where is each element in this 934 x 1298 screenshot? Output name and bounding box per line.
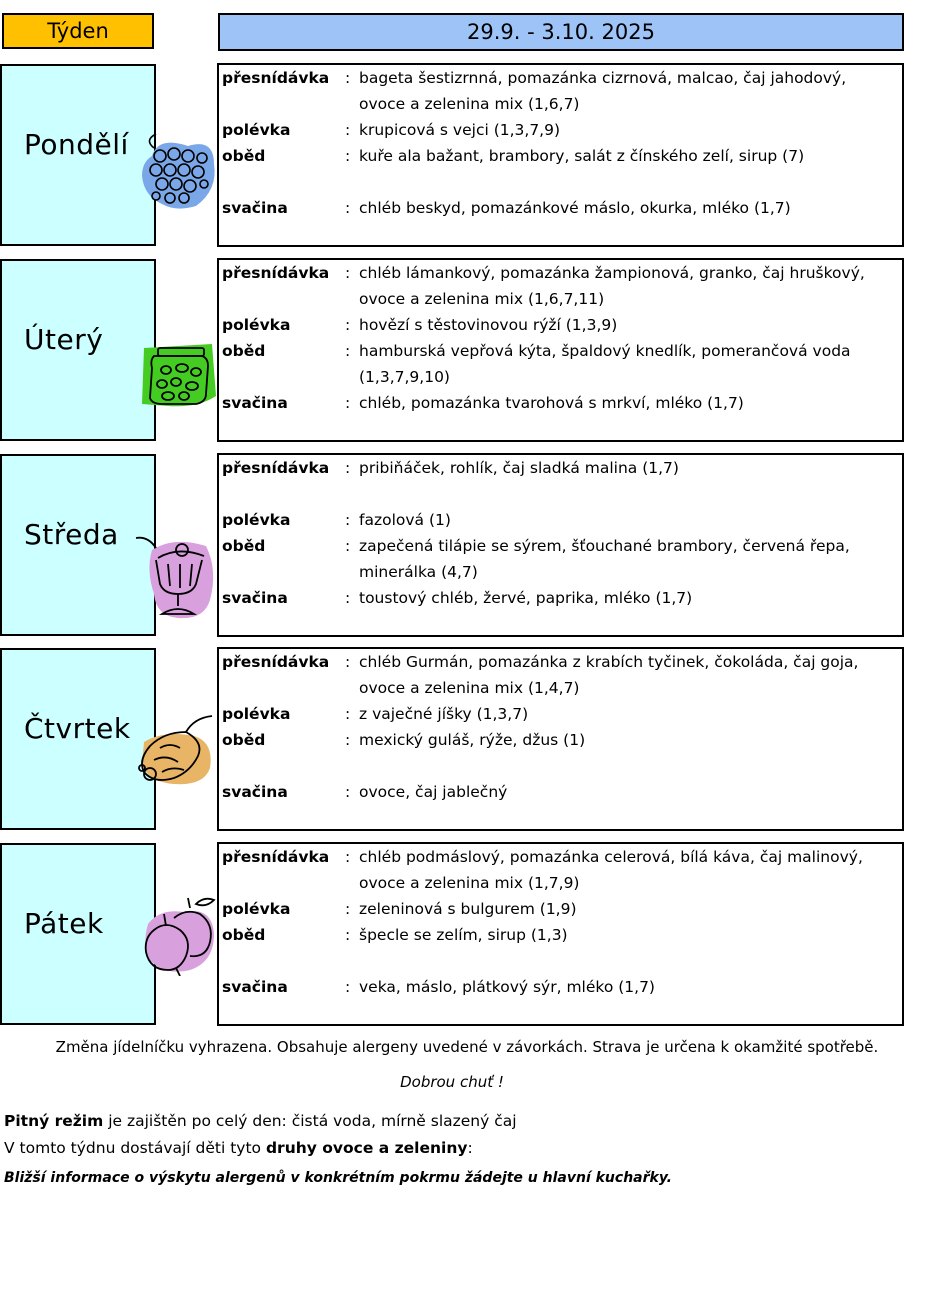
- lunch-line-1: mexický guláš, rýže, džus (1): [359, 731, 586, 749]
- sundae-icon: [134, 530, 218, 622]
- day-box-tuesday: [0, 259, 156, 441]
- label-colon: :: [345, 900, 351, 918]
- week-label: Týden: [2, 13, 154, 49]
- label-colon: :: [345, 511, 351, 529]
- day-name-wednesday: Středa: [24, 518, 119, 551]
- lunch-line-1: kuře ala bažant, brambory, salát z čínského zelí, sirup (7): [359, 147, 805, 165]
- menu-box-thursday: [217, 647, 904, 831]
- footer-allergen-info: Bližší informace o výskytu alergenů v konkrétním pokrmu žádejte u hlavní kuchařky.: [4, 1170, 672, 1186]
- menu-box-friday: [217, 842, 904, 1026]
- label-colon: :: [345, 459, 351, 477]
- snack-value: veka, máslo, plátkový sýr, mléko (1,7): [359, 978, 655, 996]
- lunch-line-1: hamburská vepřová kýta, špaldový knedlík, pomerančová voda: [359, 342, 851, 360]
- label-breakfast: přesnídávka: [222, 653, 330, 671]
- soup-value: z vaječné jíšky (1,3,7): [359, 705, 529, 723]
- label-lunch: oběd: [222, 342, 266, 360]
- label-soup: polévka: [222, 511, 291, 529]
- day-name-tuesday: Úterý: [24, 323, 104, 356]
- snack-value: ovoce, čaj jablečný: [359, 783, 508, 801]
- label-colon: :: [345, 653, 351, 671]
- label-soup: polévka: [222, 900, 291, 918]
- breakfast-line-2: ovoce a zelenina mix (1,6,7): [359, 95, 580, 113]
- day-box-thursday: [0, 648, 156, 830]
- grapes-icon: [136, 126, 218, 212]
- label-lunch: oběd: [222, 537, 266, 555]
- lunch-line-2: (1,3,7,9,10): [359, 368, 450, 386]
- label-snack: svačina: [222, 394, 288, 412]
- week-date-range: 29.9. - 3.10. 2025: [218, 13, 904, 51]
- fruit-note-pre: V tomto týdnu dostávají děti tyto: [4, 1139, 266, 1157]
- fruit-note-bold: druhy ovoce a zeleniny: [265, 1139, 468, 1157]
- label-colon: :: [345, 731, 351, 749]
- breakfast-line-1: chléb lámankový, pomazánka žampionová, granko, čaj hruškový,: [359, 264, 865, 282]
- label-colon: :: [345, 264, 351, 282]
- label-soup: polévka: [222, 316, 291, 334]
- label-colon: :: [345, 342, 351, 360]
- label-colon: :: [345, 978, 351, 996]
- breakfast-line-1: chléb podmáslový, pomazánka celerová, bílá káva, čaj malinový,: [359, 848, 863, 866]
- menu-box-monday: [217, 63, 904, 247]
- soup-value: fazolová (1): [359, 511, 451, 529]
- cornucopia-icon: [134, 712, 216, 788]
- label-colon: :: [345, 121, 351, 139]
- label-snack: svačina: [222, 978, 288, 996]
- label-colon: :: [345, 589, 351, 607]
- day-box-monday: [0, 64, 156, 246]
- label-colon: :: [345, 147, 351, 165]
- day-name-monday: Pondělí: [24, 128, 129, 161]
- drink-note-bold: Pitný režim: [4, 1112, 104, 1130]
- footer-fruit-note: [4, 1139, 473, 1157]
- jar-icon: [138, 340, 218, 410]
- snack-value: toustový chléb, žervé, paprika, mléko (1,7): [359, 589, 693, 607]
- label-breakfast: přesnídávka: [222, 848, 330, 866]
- soup-value: zeleninová s bulgurem (1,9): [359, 900, 577, 918]
- label-soup: polévka: [222, 705, 291, 723]
- footer-drink-note: [4, 1112, 517, 1130]
- lunch-line-1: špecle se zelím, sirup (1,3): [359, 926, 568, 944]
- breakfast-line-1: chléb Gurmán, pomazánka z krabích tyčinek, čokoláda, čaj goja,: [359, 653, 859, 671]
- breakfast-line-1: pribiňáček, rohlík, čaj sladká malina (1,7): [359, 459, 679, 477]
- apples-icon: [140, 890, 216, 976]
- snack-value: chléb, pomazánka tvarohová s mrkví, mléko (1,7): [359, 394, 744, 412]
- label-snack: svačina: [222, 589, 288, 607]
- footer-greeting: Dobrou chuť !: [400, 1073, 504, 1091]
- label-colon: :: [345, 926, 351, 944]
- day-name-thursday: Čtvrtek: [24, 712, 131, 745]
- label-colon: :: [345, 537, 351, 555]
- lunch-line-1: zapečená tilápie se sýrem, šťouchané brambory, červená řepa,: [359, 537, 850, 555]
- label-lunch: oběd: [222, 731, 266, 749]
- label-breakfast: přesnídávka: [222, 264, 330, 282]
- snack-value: chléb beskyd, pomazánkové máslo, okurka, mléko (1,7): [359, 199, 791, 217]
- label-breakfast: přesnídávka: [222, 69, 330, 87]
- breakfast-line-1: bageta šestizrnná, pomazánka cizrnová, malcao, čaj jahodový,: [359, 69, 847, 87]
- drink-note-text: je zajištěn po celý den: čistá voda, mírně slazený čaj: [103, 1112, 517, 1130]
- menu-box-wednesday: [217, 453, 904, 637]
- fruit-note-post: :: [467, 1139, 473, 1157]
- label-colon: :: [345, 705, 351, 723]
- soup-value: hovězí s těstovinovou rýží (1,3,9): [359, 316, 618, 334]
- breakfast-line-2: ovoce a zelenina mix (1,6,7,11): [359, 290, 605, 308]
- lunch-line-2: minerálka (4,7): [359, 563, 478, 581]
- label-colon: :: [345, 316, 351, 334]
- label-colon: :: [345, 69, 351, 87]
- breakfast-line-2: ovoce a zelenina mix (1,4,7): [359, 679, 580, 697]
- soup-value: krupicová s vejci (1,3,7,9): [359, 121, 561, 139]
- footer-disclaimer: Změna jídelníčku vyhrazena. Obsahuje alergeny uvedené v závorkách. Strava je určena k okamžité spotřebě.: [55, 1038, 879, 1056]
- day-box-friday: [0, 843, 156, 1025]
- label-breakfast: přesnídávka: [222, 459, 330, 477]
- label-colon: :: [345, 783, 351, 801]
- label-colon: :: [345, 848, 351, 866]
- label-lunch: oběd: [222, 926, 266, 944]
- menu-box-tuesday: [217, 258, 904, 442]
- label-colon: :: [345, 394, 351, 412]
- label-lunch: oběd: [222, 147, 266, 165]
- label-colon: :: [345, 199, 351, 217]
- label-snack: svačina: [222, 199, 288, 217]
- label-snack: svačina: [222, 783, 288, 801]
- breakfast-line-2: ovoce a zelenina mix (1,7,9): [359, 874, 580, 892]
- day-box-wednesday: [0, 454, 156, 636]
- label-soup: polévka: [222, 121, 291, 139]
- day-name-friday: Pátek: [24, 907, 104, 940]
